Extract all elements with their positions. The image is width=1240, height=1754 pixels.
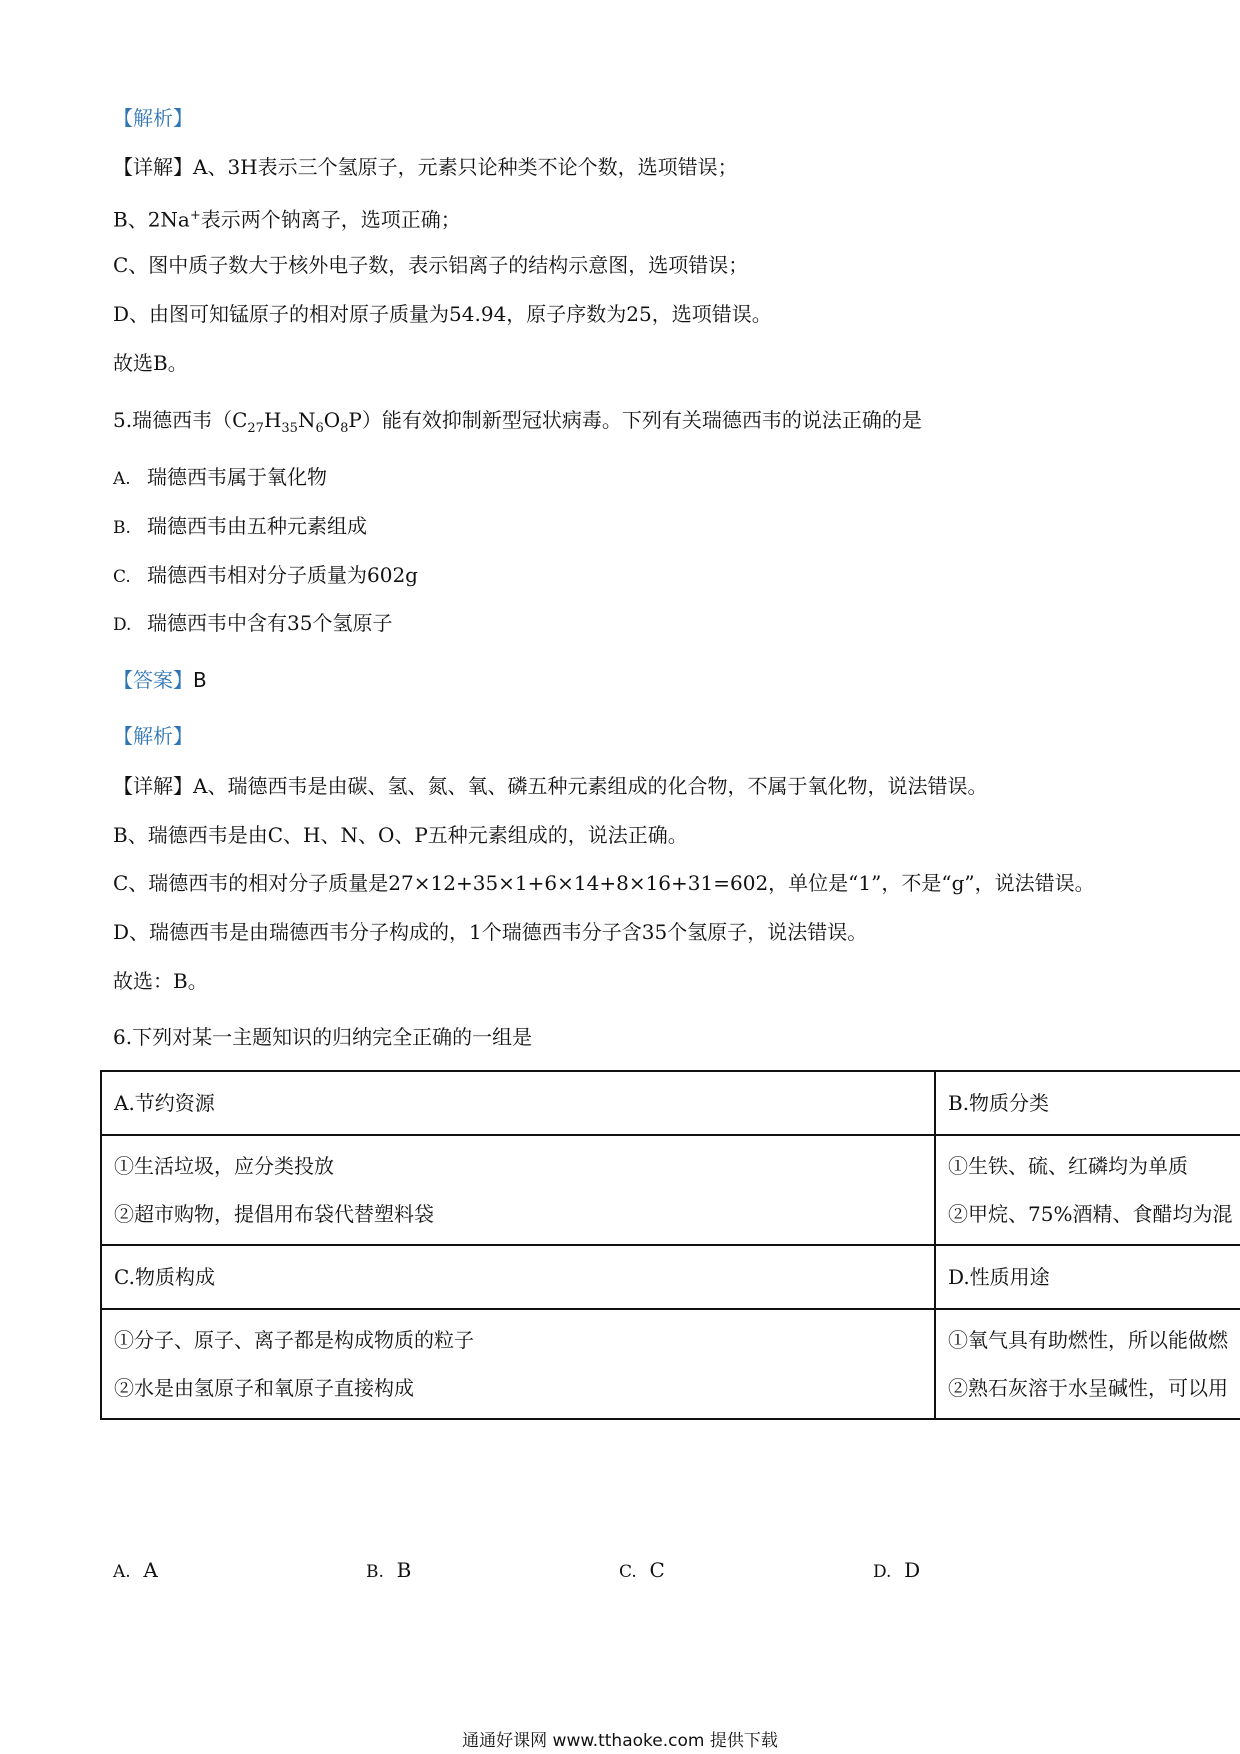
cell-line: ①生铁、硫、红磷均为单质	[948, 1154, 1188, 1178]
cell-text: D.性质用途	[948, 1265, 1050, 1289]
option-letter: B.	[113, 518, 131, 538]
option-letter: C.	[113, 567, 131, 587]
cell-line: ②甲烷、75%酒精、食醋均为混	[948, 1202, 1233, 1226]
question-5-stem	[113, 406, 922, 443]
option-a	[113, 463, 327, 493]
detail-tag: 【详解】	[113, 155, 193, 179]
detail-text: A、瑞德西韦是由碳、氢、氮、氧、磷五种元素组成的化合物，不属于氧化物，说法错误。	[193, 774, 988, 798]
option-text: 瑞德西韦中含有35个氢原子	[147, 611, 393, 635]
knowledge-table	[100, 1070, 1240, 1420]
cell-text: B.物质分类	[948, 1091, 1050, 1115]
cell-d-body	[935, 1309, 1240, 1419]
charge-sup: +	[189, 208, 201, 223]
stem-prefix: 5.瑞德西韦（C	[113, 408, 248, 432]
cell-line: ②熟石灰溶于水呈碱性，可以用	[948, 1376, 1228, 1400]
option-d	[873, 1556, 920, 1586]
cell-line: ②水是由氢原子和氧原子直接构成	[114, 1376, 414, 1400]
formula-el: H	[263, 408, 282, 432]
footer-watermark: 通通好课网 www.tthaoke.com 提供下载	[462, 1731, 778, 1751]
formula-el: N	[297, 408, 316, 432]
option-text: 瑞德西韦相对分子质量为602g	[147, 563, 418, 587]
analysis-tag: 【解析】	[113, 106, 193, 130]
cell-a-body	[101, 1135, 935, 1245]
stem-suffix: P）能有效抑制新型冠状病毒。下列有关瑞德西韦的说法正确的是	[348, 408, 922, 432]
cell-c-head: C.物质构成	[101, 1245, 935, 1309]
option-c	[113, 561, 418, 591]
option-text: C	[649, 1558, 665, 1582]
cell-line: ①氧气具有助燃性，所以能做燃	[948, 1328, 1228, 1352]
option-text: D	[904, 1558, 921, 1582]
cell-c-body	[101, 1309, 935, 1419]
detail-line-d: D、瑞德西韦是由瑞德西韦分子构成的，1个瑞德西韦分子含35个氢原子，说法错误。	[113, 920, 868, 944]
cell-d-head	[935, 1245, 1240, 1309]
analysis-tag: 【解析】	[113, 724, 193, 748]
detail-line-c: C、瑞德西韦的相对分子质量是27×12+35×1+6×14+8×16+31=602，单位是“1”，不是“g”，说法错误。	[113, 871, 1095, 895]
cell-line: ②超市购物，提倡用布袋代替塑料袋	[114, 1202, 434, 1226]
detail-line-b	[113, 202, 461, 234]
cell-line: ①生活垃圾，应分类投放	[114, 1154, 334, 1178]
detail-line-a	[113, 153, 738, 181]
option-a	[113, 1556, 158, 1586]
detail-line-b: B、瑞德西韦是由C、H、N、O、P五种元素组成的，说法正确。	[113, 823, 688, 847]
conclusion: 故选：B。	[113, 969, 208, 993]
formula-sub: 27	[247, 421, 264, 436]
option-b	[366, 1556, 411, 1586]
question-6-stem: 6.下列对某一主题知识的归纳完全正确的一组是	[113, 1025, 533, 1049]
option-c	[619, 1556, 665, 1586]
option-letter: A.	[113, 469, 131, 489]
answer-value: B	[193, 668, 207, 692]
option-letter: B.	[366, 1562, 384, 1582]
cell-b-head	[935, 1071, 1240, 1135]
cell-b-body	[935, 1135, 1240, 1245]
b-prefix: B、2Na	[113, 207, 190, 232]
option-letter: C.	[619, 1562, 637, 1582]
option-text: 瑞德西韦属于氧化物	[147, 465, 327, 489]
option-d	[113, 609, 392, 639]
formula-sub: 6	[315, 421, 324, 436]
formula-sub: 8	[340, 421, 349, 436]
cell-a-head: A.节约资源	[101, 1071, 935, 1135]
option-text: B	[396, 1558, 412, 1582]
option-text: A	[143, 1558, 158, 1582]
option-letter: D.	[113, 615, 132, 635]
cell-line: ①分子、原子、离子都是构成物质的粒子	[114, 1328, 474, 1352]
detail-line-d: D、由图可知锰原子的相对原子质量为54.94，原子序数为25，选项错误。	[113, 302, 772, 326]
detail-line-a	[113, 772, 987, 800]
option-b	[113, 512, 367, 542]
detail-line-c: C、图中质子数大于核外电子数，表示铝离子的结构示意图，选项错误；	[113, 253, 749, 277]
answer-line	[113, 666, 207, 694]
detail-text: A、3H表示三个氢原子，元素只论种类不论个数，选项错误；	[193, 155, 738, 179]
formula-el: O	[323, 408, 341, 432]
detail-tag: 【详解】	[113, 774, 193, 798]
option-text: 瑞德西韦由五种元素组成	[147, 514, 367, 538]
b-rest: 表示两个钠离子，选项正确；	[200, 207, 461, 232]
option-letter: D.	[873, 1562, 892, 1582]
conclusion: 故选B。	[113, 351, 188, 375]
formula-sub: 35	[281, 421, 298, 436]
answer-tag: 【答案】	[113, 668, 193, 692]
option-letter: A.	[113, 1562, 131, 1582]
